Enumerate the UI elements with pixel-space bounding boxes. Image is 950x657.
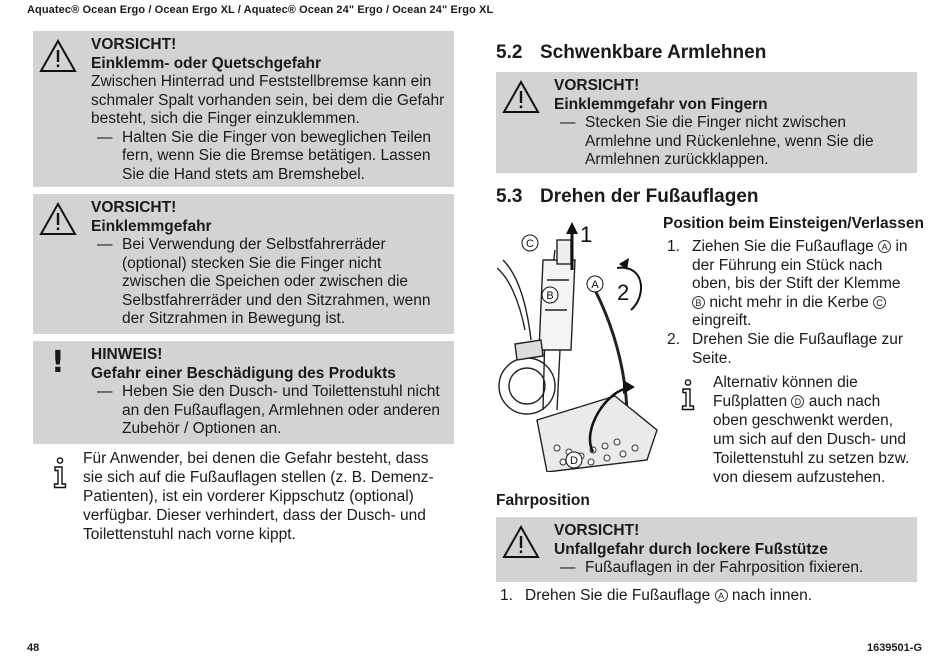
warning-subtitle: Einklemm- oder Quetschgefahr <box>91 54 321 72</box>
warning-text: Zwischen Hinterrad und Feststellbremse kann ein schmaler Spalt vorhanden sein, bei dem die Gefahr besteht, sich die Finger einzuklemmen. <box>91 73 445 127</box>
warning-box-pinch <box>33 31 454 187</box>
notice-bullet: Heben Sie den Dusch- und Toilettenstuhl nicht an den Fußauflagen, Armlehnen oder anderen Zubehör / Optionen an. <box>122 383 440 437</box>
step-number: 2. <box>667 331 680 348</box>
figure-label-a: A <box>591 279 599 291</box>
footrest-illustration <box>497 220 661 472</box>
dash-marker: — <box>560 114 576 131</box>
warning-box-fingers <box>496 72 917 173</box>
position-heading: Position beim Einsteigen/Verlassen <box>663 215 925 232</box>
label-a-icon: A <box>715 589 728 602</box>
page-header: Aquatec® Ocean Ergo / Ocean Ergo XL / Aquatec® Ocean 24" Ergo / Ocean 24" Ergo XL <box>27 4 494 16</box>
warning-subtitle: Einklemmgefahr <box>91 217 212 235</box>
warning-bullet: Fußauflagen in der Fahrposition fixieren. <box>585 559 864 576</box>
label-a-icon: A <box>878 240 891 253</box>
warning-box-entrapment <box>33 194 454 334</box>
warning-triangle-icon <box>39 202 77 236</box>
info-text-footplates: Alternativ können die Fußplatten D auch nach oben geschwenkt werden, um sich auf den Dusch- und Toilettenstuhl zu setzen bzw. von diesem aufzustehen. <box>713 374 910 486</box>
step-2: 2. Drehen Sie die Fußauflage zur Seite. <box>667 331 904 367</box>
figure-arrow-label-1: 1 <box>580 222 593 247</box>
figure-label-b: B <box>546 290 554 302</box>
warning-subtitle: Unfallgefahr durch lockere Fußstütze <box>554 540 828 558</box>
figure-arrow-label-2: 2 <box>617 280 630 305</box>
step-1: 1. Ziehen Sie die Fußauflage A in der Führung ein Stück nach oben, bis der Stift der Klemme B nicht mehr in die Kerbe C eingreift. <box>667 238 908 329</box>
warning-triangle-icon <box>502 80 540 114</box>
label-c-icon: C <box>873 296 886 309</box>
dash-marker: — <box>560 559 576 576</box>
label-b-icon: B <box>692 296 705 309</box>
notice-subtitle: Gefahr einer Beschädigung des Produkts <box>91 364 396 382</box>
section-heading-5-2: 5.2 Schwenkbare Armlehnen <box>496 42 767 63</box>
info-text-tipping: Für Anwender, bei denen die Gefahr besteht, dass sie sich auf die Fußauflagen stellen (z. B. Demenz-Patienten), ist ein vorderer Kippschutz (optional) verfügbar. Dieser verhindert, dass der Dusch- und Toilettenstuhl nach vorne kippt. <box>83 450 434 543</box>
driving-position-heading: Fahrposition <box>496 492 590 509</box>
label-d-icon: D <box>791 395 804 408</box>
warning-subtitle: Einklemmgefahr von Fingern <box>554 95 768 113</box>
warning-box-loose-footrest <box>496 517 917 582</box>
dash-marker: — <box>97 128 113 146</box>
step-driving-1: 1. Drehen Sie die Fußauflage A nach innen. <box>500 587 813 604</box>
exclamation-icon: ! <box>51 345 65 380</box>
step-number: 1. <box>667 238 680 255</box>
warning-title: VORSICHT! <box>554 77 640 94</box>
dash-marker: — <box>97 383 113 400</box>
warning-bullet: Halten Sie die Finger von beweglichen Teilen fern, wenn Sie die Bremse betätigen. Lassen Sie die Hand stets am Bremshebel. <box>122 128 432 183</box>
info-icon <box>678 379 698 411</box>
step-number: 1. <box>500 587 513 604</box>
warning-title: VORSICHT! <box>91 199 177 216</box>
warning-triangle-icon <box>39 39 77 73</box>
warning-triangle-icon <box>502 525 540 559</box>
warning-title: VORSICHT! <box>91 36 177 53</box>
notice-title: HINWEIS! <box>91 346 163 363</box>
dash-marker: — <box>97 236 113 253</box>
info-icon <box>50 457 70 489</box>
section-heading-5-3: 5.3 Drehen der Fußauflagen <box>496 186 759 207</box>
warning-title: VORSICHT! <box>554 522 640 539</box>
figure-label-d: D <box>570 455 578 467</box>
page-number: 48 <box>27 642 40 654</box>
notice-box-damage <box>33 341 454 444</box>
document-number: 1639501-G <box>866 642 922 654</box>
warning-bullet: Stecken Sie die Finger nicht zwischen Armlehne und Rückenlehne, wenn Sie die Armlehnen zurückklappen. <box>585 114 874 168</box>
warning-bullet: Bei Verwendung der Selbstfahrerräder (optional) stecken Sie die Finger nicht zwischen die Speichen oder zwischen die Selbstfahrerräder und den Sitzrahmen, wenn der Sitzrahmen in Bewegung ist. <box>122 236 431 327</box>
figure-label-c: C <box>526 238 534 250</box>
